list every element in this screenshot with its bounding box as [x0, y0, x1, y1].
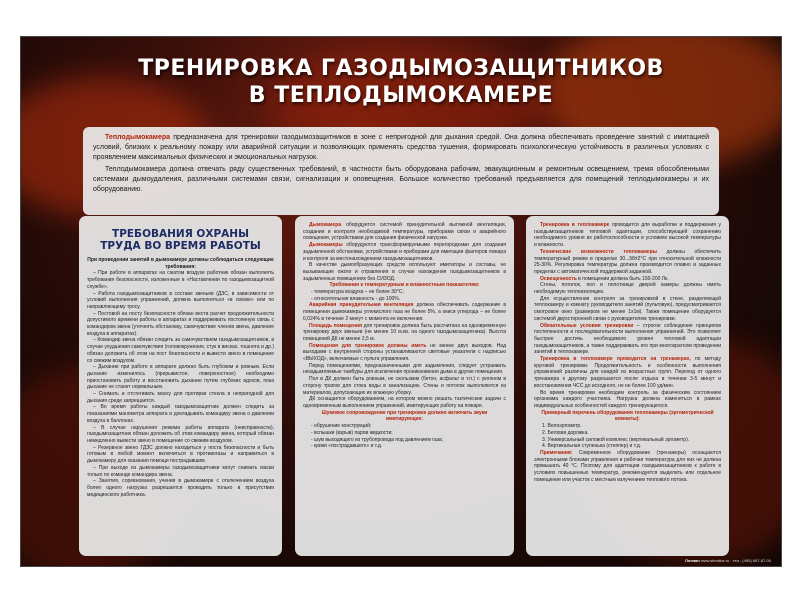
poster-title [21, 55, 781, 109]
title-line-2: В ТЕПЛОДЫМОКАМЕРЕ [248, 83, 554, 108]
heat-paragraph: Тренировка в теплокамере проводится на тренажерах, по методу круговой тренировки. Продолжительность и особенности выполнения упражнений различны для каждой из возрастных групп. Переход от одного тренажера к другому разрешается после отдыха в течении 3-5 минут и восстановления ЧСС до исходного, но не более 100 уд/мин. [534, 356, 721, 389]
noise-item: - обрушение конструкций; [311, 423, 372, 430]
publisher-logo: Лотман [684, 558, 700, 563]
heat-term: Освещенность [540, 275, 577, 282]
chamber-term: Аварийная принудительная вентиляция [309, 302, 414, 309]
safety-item: – Снимать и отстегивать маску для протирки стекла в непригодной для дыхания среде запрещается. [87, 391, 274, 404]
heat-term: Тренировка в теплокамере [540, 222, 610, 228]
safety-heading [87, 228, 274, 252]
intro-panel [83, 127, 719, 215]
heat-paragraph: Освещенность в помещении должна быть 150-200 Лк. [540, 275, 669, 282]
chamber-term: Дымокамера [309, 222, 342, 228]
heat-term: Обязательные условия тренировки [540, 322, 634, 329]
chamber-paragraph: В качестве дымообразующих средств используют имитаторы и составы, не вызывающие ожоги и отравления в случае нахождения газодымозащитников в задымленных помещениях без СИЗОД. [303, 262, 506, 282]
safety-item: – Работа газодымозащитников в составе звеньев (ДЗС, в зависимости от условий выполнения упражнений, должна выполняться «в связке» или по направляющему тросу. [87, 290, 274, 310]
note-term: Примечания: [540, 449, 573, 456]
safety-item: – При выходе из дымокамеры газодымозащитники могут снимать маски только по команде командира звена. [87, 464, 274, 478]
chamber-term: Помещения для тренировок должны иметь [309, 342, 427, 349]
noise-item: - крики «пострадавшего» и т.д. [311, 443, 383, 450]
chamber-paragraph: ДК оснащается оборудованием, на котором можно решать тактические задачи с одновременным выполнением упражнений, имитирующих работу на пожаре. [303, 396, 506, 409]
heat-paragraph: Во время тренировки необходим контроль за физическим состоянием организма каждого участника. Нагрузка должна изменяться в рамках индивидуальных особенностей каждого тренирующегося. [534, 389, 721, 409]
safety-heading-line-1: ТРЕБОВАНИЯ ОХРАНЫ [112, 228, 249, 240]
safety-heading-line-2: ТРУДА ВО ВРЕМЯ РАБОТЫ [100, 240, 261, 252]
poster [21, 37, 781, 566]
publisher-footer [621, 558, 771, 563]
heat-chamber-panel [526, 216, 729, 556]
intro-text: предназначена для тренировки газодымозащитников в зоне с непригодной для дыхания средой. Она должна обеспечивать проведение занятий с имитацией условий, близких к реальному пожару или аварийной ситуации и позволяющих применять средства тушения, формировать психологическую устойчивость в различных условиях с проявлением максимальных физических и эмоциональных нагрузок. [93, 134, 709, 161]
smoke-chamber-panel [295, 216, 514, 556]
noise-item: - шум выходящего из трубопровода под давлением газа; [311, 436, 444, 443]
heat-paragraph: Обязательные условия тренировки – строгое соблюдение принципов постепенности и последовательности выполнения упражнений. Это позволяет быстрее достичь необходимого уровня тепловой адаптации газодымозащитников, а также поддерживать его при многократном проведении занятий в теплокамере. [534, 322, 721, 356]
noise-item: - вспышки (взрыв) паров жидкости; [311, 429, 393, 436]
heat-paragraph: Технические возможности теплокамеры должны обеспечить температурный режим в пределах 30...58±2°С при относительной влажности 25-30%. Регулировка температуры должна производится плавно в заданных пределах с автоматической поддержкой заданной. [534, 248, 722, 275]
heat-term: Технические возможности теплокамеры [540, 248, 657, 255]
intro-term: Теплодымокамера [105, 134, 171, 141]
chamber-paragraph: Дымокамеры оборудуются трансформируемыми перегородками для создания задымленной обстановки, устройствами и приборами для имитации факторов пожара и контроля за местонахождением газодымозащитников. [303, 242, 506, 262]
intro-paragraph [93, 133, 709, 163]
heat-paragraph: Тренировка в теплокамере проводится для выработки и поддержания у газодымозащитников тепловой адаптации, способствующей сохранению необходимого уровня их работоспособности в условиях высокой температуры и влажности. [534, 222, 721, 249]
intro-paragraph: Теплодымокамера должна отвечать ряду существенных требований, в частности быть оборудована рабочим, эвакуационным и ремонтным освещением, тремя обособленными системами дымоудаления, различными системами связи, сигнализации и оповещения. Большое количество требований предъявляется для помещений теплодымокамеры и их оборудованию. [93, 166, 709, 193]
safety-item: – Командир звена обязан следить за самочувствием газодымозащитников, в случае ухудшения самочувствия (головокружение, стук в висках, тошнота и др.) обязан доложить об этом на пост безопасности и вывести звено в помещение со свежим воздухом. [87, 337, 274, 364]
chamber-paragraph: Аварийная принудительная вентиляция должна обеспечивать содержание в помещении дымокамеры углекислого газа не более 5%, а окиси углерода – не более 0,024% в течение 2 минут с момента ее включения. [303, 302, 507, 322]
chamber-term: Дымокамеры [309, 242, 343, 249]
heat-note: Примечания: Современное оборудование (тренажеры) оснащаются электронными блоками управления и рабочая температура для них не должна превышать 40 °С. Поэтому для адаптации газодымозащитников к работе в условиях повышенных температур, рекомендуется выделить или отдельное помещение или участок с местным излучением теплового потока. [534, 449, 721, 483]
chamber-paragraph: Пол в ДК должен быть ровным, не скользким (бетон, асфальт и т.п.) с уклоном в сторону трапов для стока воды в канализацию. Стены и потолок выполняются из материалов, допускающих их влажную уборку. [303, 376, 506, 396]
chamber-term: Площадь помещения [309, 322, 363, 329]
chamber-paragraph: Перед помещениями, предназначенными для задымления, следует устраивать незадымляемые тамбуры для исключения проникновения дыма в другие помещения. [303, 362, 506, 376]
chamber-paragraph: Дымокамера оборудуется системой принудительной вытяжной вентиляции, создания и контроля необходимой температуры, приборами связи и аварийного освещения, устройствами для создания физической нагрузки. [303, 222, 506, 242]
safety-item: – Во время работы каждый газодымозащитник должен следить за показаниями манометра аппарата и докладывать командиру звена о давлении воздуха в баллонах. [87, 404, 274, 424]
equipment-list-heading: Примерный перечень оборудования теплокамеры (эргометрической комнаты): [541, 409, 714, 423]
chamber-paragraph: Площадь помещения для тренировок должна быть рассчитана на одновременную тренировку двух звеньев (не менее 10 м.кв. на одного газодымозащитника). Высота помещений ДК не менее 2,5 м. [303, 322, 506, 342]
equipment-item: 1. Велоэргометр. [542, 423, 582, 430]
heat-term: Тренировка в теплокамере проводится на тренажерах, [540, 356, 691, 363]
temperature-item: - температура воздуха – не более 30°С; [311, 289, 404, 296]
safety-item: – Постовой на посту безопасности обязан вести расчет продолжительности допустимого времени работы в аппаратах и поддерживать постоянную связь с командиром звена (уточнять обстановку, самочувствие членов звена, давление воздуха в аппаратах). [87, 310, 274, 337]
noise-heading: Шумовое сопровождение при тренировке должно включать звуки имитирующие: [321, 409, 488, 423]
safety-lead: При проведении занятий в дымокамере должны соблюдаться следующие требования: [87, 257, 274, 270]
safety-item: – В случае нарушения режима работы аппарата (неисправности), газодымозащитник обязан доложить об этом командиру звена, который обязан немедленно вывести звено в помещение со свежим воздухом. [87, 424, 274, 444]
safety-item: – Дыхание при работе в аппарате должно быть глубоким и ровным. Если дыхание изменилось (прерывистое, поверхностное) необходимо приостановить работу и восстановить дыхание путем глубоких вдохов, пока дыхание не станет нормальным. [87, 364, 274, 391]
safety-item: – Занятия, соревнования, учения в дымокамере с отключением воздуха более одного нагрузка разрешается проводить только в присутствии медицинского работника. [87, 478, 274, 498]
temperature-item: - относительная влажность - до 100%. [311, 295, 401, 302]
publisher-contacts: www.stendtor.ru · тел.: (495) 697-87-00 [700, 558, 771, 563]
temperature-requirements-heading: Требования к температурным и влажностным показателям: [329, 282, 480, 289]
equipment-item: 2. Беговая дорожка. [542, 429, 589, 436]
safety-requirements-panel [79, 216, 282, 556]
equipment-item: 4. Вертикальная ступенька (степпер) и т.д. [542, 443, 642, 450]
heat-paragraph: Стены, потолок, пол и полотнище дверей камеры должны иметь необходимую теплоизоляцию. [534, 282, 721, 296]
chamber-paragraph: Помещения для тренировок должны иметь не менее двух выходов. Над выходами с внутренней стороны устанавливаются световые указатели с надписью «ВЫХОД», включаемые с пульта управления. [303, 342, 506, 363]
safety-item: – При работе в аппаратах на сжатом воздухе работник обязан выполнять требования безопасности, изложенные в «Наставлении по газодымозащитной службе». [87, 270, 274, 290]
safety-item: – Резервное звено ГДЗС должно находиться у поста безопасности и быть готовым в любой момент включиться в противогазы и направиться в дымокамеру для оказания помощи пострадавшим. [87, 444, 274, 465]
title-line-1: ТРЕНИРОВКА ГАЗОДЫМОЗАЩИТНИКОВ [138, 56, 664, 81]
heat-paragraph: Для осуществления контроля за тренировкой в стене, разделяющей теплокамеру и комнату руководителя занятий (пультовую), предусматривается смотровое окно (размером не менее 1х1м). Также помещение оборудуется системой двухсторонней связи с руководителем тренировки. [534, 295, 721, 322]
equipment-item: 3. Универсальный силовой комплекс (вертикальный эргометр). [542, 436, 690, 443]
